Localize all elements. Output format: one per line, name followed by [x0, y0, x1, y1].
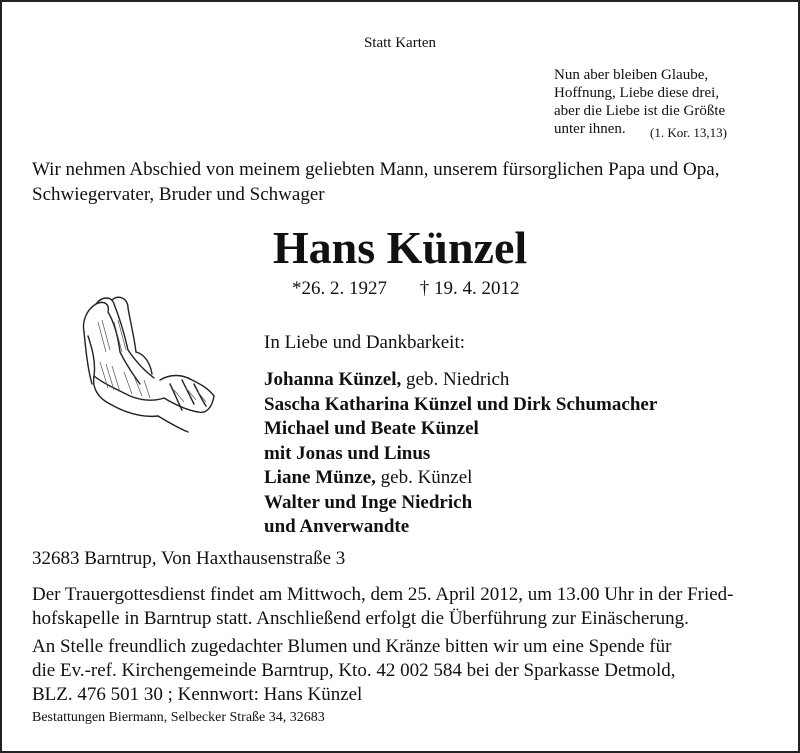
intro-line: Wir nehmen Abschied von meinem geliebten Mann, unserem fürsorglichen Papa und Opa, — [32, 159, 720, 180]
mourner-name: Walter und Inge Niedrich — [264, 491, 473, 513]
family-address: 32683 Barntrup, Von Haxthausenstraße 3 — [32, 548, 346, 569]
quote-line: Hoffnung, Liebe diese drei, — [554, 85, 720, 101]
quote-line: aber die Liebe ist die Größte — [554, 103, 726, 119]
mourner-line — [264, 417, 657, 442]
mourner-name: Sascha Katharina Künzel und Dirk Schumacher — [264, 393, 658, 415]
mourner-line — [264, 442, 657, 467]
quote-line: unter ihnen. — [554, 121, 626, 137]
mourners-heading: In Liebe und Dankbarkeit: — [264, 332, 466, 353]
life-dates — [292, 278, 520, 300]
intro-line: Schwiegervater, Bruder und Schwager — [32, 184, 325, 205]
mourner-line — [264, 515, 657, 540]
mourner-note: geb. Künzel — [375, 467, 473, 488]
mourner-name: Liane Münze, — [264, 467, 376, 488]
service-info — [32, 583, 792, 631]
bible-quote — [554, 66, 794, 138]
mourner-line — [264, 393, 657, 418]
mourner-line — [264, 491, 657, 516]
donation-line: die Ev.-ref. Kirchengemeinde Barntrup, Kto. 42 002 584 bei der Sparkasse Detmold, — [32, 660, 676, 681]
donation-line: An Stelle freundlich zugedachter Blumen und Kränze bitten wir um eine Spende für — [32, 636, 672, 657]
mourner-line — [264, 368, 657, 393]
mourner-name: und Anverwandte — [264, 516, 410, 537]
mourners-list — [264, 368, 657, 540]
praying-hands-icon — [74, 292, 219, 437]
undertaker-info: Bestattungen Biermann, Selbecker Straße 34, 32683 — [32, 710, 325, 725]
mourner-line — [264, 466, 657, 491]
mourner-note: geb. Niedrich — [401, 369, 510, 390]
donation-info — [32, 635, 792, 707]
service-line: hofskapelle in Barntrup statt. Anschließend erfolgt die Überführung zur Einäscherung. — [32, 608, 689, 629]
intro-text — [32, 157, 792, 207]
quote-reference: (1. Kor. 13,13) — [650, 125, 727, 140]
donation-line: BLZ. 476 501 30 ; Kennwort: Hans Künzel — [32, 684, 363, 705]
deceased-name: Hans Künzel — [272, 222, 528, 273]
mourner-name: Michael und Beate Künzel — [264, 418, 479, 439]
birth-date: *26. 2. 1927 — [292, 278, 387, 299]
mourner-name: mit Jonas und Linus — [264, 442, 431, 464]
statt-karten-heading: Statt Karten — [363, 35, 437, 51]
death-date: † 19. 4. 2012 — [419, 278, 520, 299]
mourner-name: Johanna Künzel, — [264, 369, 402, 390]
quote-line: Nun aber bleiben Glaube, — [554, 67, 709, 83]
service-line: Der Trauergottesdienst findet am Mittwoch, dem 25. April 2012, um 13.00 Uhr in der Fried- — [32, 584, 734, 605]
